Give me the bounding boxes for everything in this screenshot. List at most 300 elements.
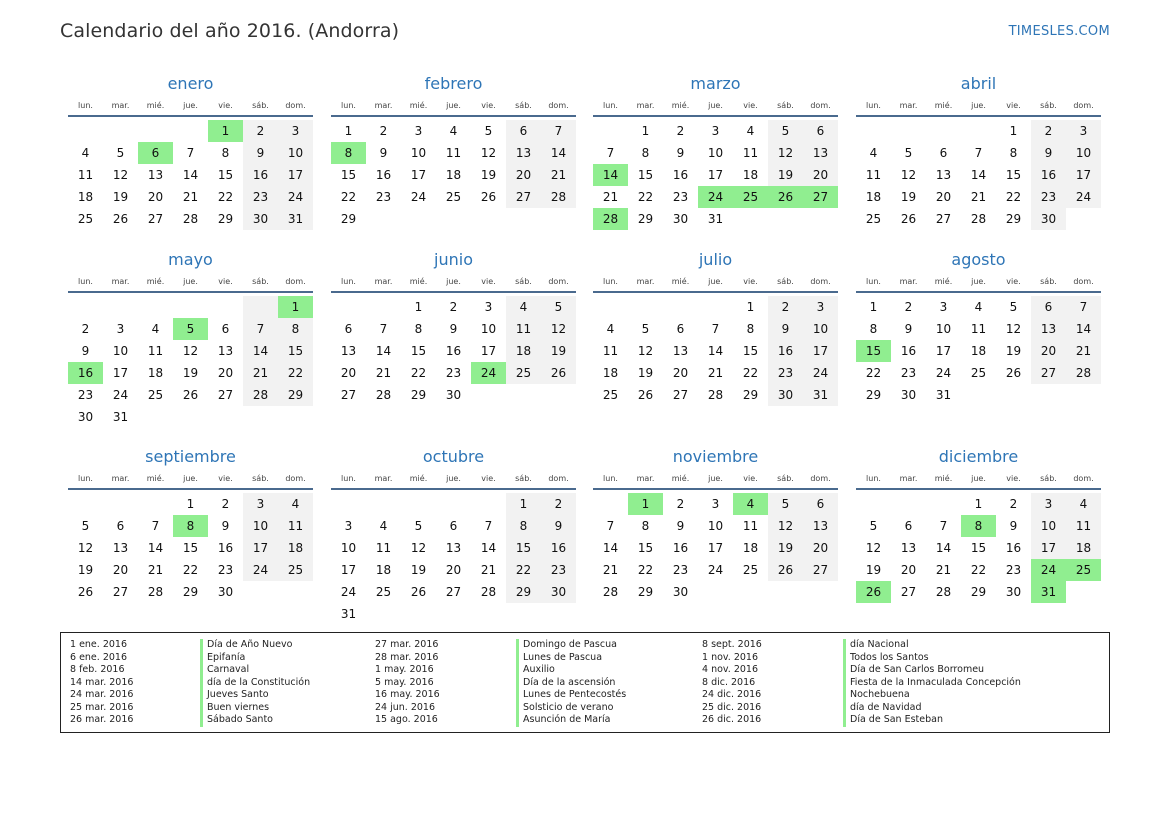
holiday-day-cell: 26 bbox=[768, 186, 803, 208]
legend-date-column bbox=[702, 639, 762, 727]
month-name: octubre bbox=[422, 447, 485, 466]
day-cell: 20 bbox=[803, 164, 838, 186]
week-row bbox=[593, 515, 838, 537]
day-cell: 1 bbox=[641, 124, 650, 138]
month-name: julio bbox=[698, 250, 733, 269]
holiday-day-cell: 4 bbox=[733, 493, 768, 515]
day-cell: 15 bbox=[182, 541, 199, 555]
day-cell: 17 bbox=[1066, 164, 1101, 186]
day-cell: 25 bbox=[375, 585, 392, 599]
weekday-label: dom. bbox=[810, 474, 831, 483]
holiday-date: 25 dic. 2016 bbox=[702, 701, 762, 713]
day-cell: 31 bbox=[803, 384, 838, 406]
day-cell: 31 bbox=[278, 208, 313, 230]
weekday-label: lun. bbox=[341, 474, 356, 483]
weekday-header bbox=[331, 99, 576, 117]
week-row bbox=[856, 208, 1101, 230]
day-cell: 25 bbox=[865, 212, 882, 226]
day-cell: 23 bbox=[900, 366, 917, 380]
empty-cell bbox=[1066, 384, 1101, 406]
day-cell: 19 bbox=[637, 366, 654, 380]
holiday-name: Nochebuena bbox=[850, 689, 910, 700]
weekday-label: mié. bbox=[409, 474, 428, 483]
week-row bbox=[331, 362, 576, 384]
holiday-day-cell: 26 bbox=[856, 581, 891, 603]
day-cell: 3 bbox=[711, 124, 720, 138]
month-name: mayo bbox=[168, 250, 213, 269]
weekday-label: jue. bbox=[971, 101, 986, 110]
day-cell: 12 bbox=[77, 541, 94, 555]
holiday-day-cell: 1 bbox=[208, 120, 243, 142]
weekday-label: dom. bbox=[1073, 101, 1094, 110]
day-cell: 10 bbox=[278, 142, 313, 164]
empty-cell bbox=[996, 384, 1031, 406]
day-cell: 30 bbox=[900, 388, 917, 402]
weekday-label: dom. bbox=[810, 277, 831, 286]
month-noviembre bbox=[593, 446, 838, 603]
weekday-label: vie. bbox=[1006, 101, 1021, 110]
day-cell: 18 bbox=[602, 366, 619, 380]
weekday-header bbox=[593, 472, 838, 490]
day-cell: 11 bbox=[742, 519, 759, 533]
weekday-label: jue. bbox=[971, 474, 986, 483]
day-cell: 30 bbox=[445, 388, 462, 402]
weekday-label: jue. bbox=[708, 277, 723, 286]
day-cell: 4 bbox=[974, 300, 983, 314]
day-cell: 13 bbox=[672, 344, 689, 358]
week-row bbox=[856, 559, 1101, 581]
day-cell: 20 bbox=[1031, 340, 1066, 362]
day-cell: 10 bbox=[410, 146, 427, 160]
week-row bbox=[856, 362, 1101, 384]
day-cell: 30 bbox=[1031, 208, 1066, 230]
empty-cell bbox=[103, 493, 138, 515]
empty-cell bbox=[436, 493, 471, 515]
empty-cell bbox=[366, 296, 401, 318]
day-cell: 2 bbox=[1009, 497, 1018, 511]
day-cell: 18 bbox=[77, 190, 94, 204]
day-cell: 18 bbox=[278, 537, 313, 559]
day-cell: 4 bbox=[869, 146, 878, 160]
empty-cell bbox=[68, 296, 103, 318]
day-cell: 5 bbox=[116, 146, 125, 160]
holiday-day-cell: 14 bbox=[593, 164, 628, 186]
day-cell: 5 bbox=[768, 120, 803, 142]
day-cell: 7 bbox=[711, 322, 720, 336]
empty-cell bbox=[961, 120, 996, 142]
day-cell: 23 bbox=[672, 190, 689, 204]
day-cell: 28 bbox=[1066, 362, 1101, 384]
day-cell: 2 bbox=[904, 300, 913, 314]
holiday-day-cell: 16 bbox=[68, 362, 103, 384]
day-cell: 19 bbox=[182, 366, 199, 380]
day-cell: 7 bbox=[606, 519, 615, 533]
day-cell: 10 bbox=[935, 322, 952, 336]
empty-cell bbox=[541, 384, 576, 406]
holiday-day-cell: 27 bbox=[803, 186, 838, 208]
day-cell: 9 bbox=[379, 146, 388, 160]
month-febrero bbox=[331, 73, 576, 230]
empty-cell bbox=[891, 493, 926, 515]
empty-cell bbox=[856, 493, 891, 515]
weekday-label: sáb. bbox=[515, 277, 532, 286]
day-cell: 30 bbox=[77, 410, 94, 424]
weekday-label: jue. bbox=[183, 474, 198, 483]
day-cell: 14 bbox=[602, 541, 619, 555]
day-cell: 20 bbox=[112, 563, 129, 577]
day-cell: 31 bbox=[707, 212, 724, 226]
weekday-header bbox=[331, 275, 576, 293]
week-row bbox=[331, 559, 576, 581]
day-cell: 26 bbox=[900, 212, 917, 226]
week-row bbox=[856, 318, 1101, 340]
day-cell: 21 bbox=[970, 190, 987, 204]
day-cell: 22 bbox=[182, 563, 199, 577]
day-cell: 9 bbox=[81, 344, 90, 358]
day-cell: 15 bbox=[278, 340, 313, 362]
empty-cell bbox=[768, 208, 803, 230]
day-cell: 1 bbox=[186, 497, 195, 511]
day-cell: 10 bbox=[340, 541, 357, 555]
holiday-date: 6 ene. 2016 bbox=[70, 651, 127, 663]
weekday-label: mar. bbox=[374, 277, 393, 286]
holiday-day-cell: 24 bbox=[1031, 559, 1066, 581]
day-cell: 4 bbox=[379, 519, 388, 533]
day-cell: 25 bbox=[506, 362, 541, 384]
day-cell: 13 bbox=[340, 344, 357, 358]
weekday-label: mié. bbox=[934, 277, 953, 286]
weekday-label: mar. bbox=[899, 101, 918, 110]
day-cell: 7 bbox=[186, 146, 195, 160]
day-cell: 3 bbox=[1031, 493, 1066, 515]
weekday-label: jue. bbox=[183, 101, 198, 110]
day-cell: 28 bbox=[375, 388, 392, 402]
day-cell: 14 bbox=[243, 340, 278, 362]
day-cell: 9 bbox=[904, 322, 913, 336]
day-cell: 12 bbox=[480, 146, 497, 160]
day-cell: 4 bbox=[506, 296, 541, 318]
weekday-label: mar. bbox=[111, 277, 130, 286]
weekday-label: mié. bbox=[146, 101, 165, 110]
day-cell: 6 bbox=[449, 519, 458, 533]
day-cell: 29 bbox=[742, 388, 759, 402]
weekday-label: vie. bbox=[1006, 277, 1021, 286]
weekday-label: mié. bbox=[671, 101, 690, 110]
week-row bbox=[856, 164, 1101, 186]
week-row bbox=[68, 340, 313, 362]
day-cell: 13 bbox=[217, 344, 234, 358]
day-cell: 18 bbox=[742, 541, 759, 555]
weekday-label: dom. bbox=[548, 101, 569, 110]
day-cell: 29 bbox=[637, 212, 654, 226]
weekday-label: lun. bbox=[78, 101, 93, 110]
day-cell: 25 bbox=[278, 559, 313, 581]
holiday-date: 15 ago. 2016 bbox=[375, 714, 438, 725]
day-cell: 7 bbox=[939, 519, 948, 533]
day-cell: 13 bbox=[935, 168, 952, 182]
day-cell: 26 bbox=[410, 585, 427, 599]
day-cell: 14 bbox=[147, 541, 164, 555]
month-julio bbox=[593, 249, 838, 406]
day-cell: 30 bbox=[217, 585, 234, 599]
week-row bbox=[856, 493, 1101, 515]
day-cell: 21 bbox=[935, 563, 952, 577]
day-cell: 25 bbox=[147, 388, 164, 402]
day-cell: 21 bbox=[182, 190, 199, 204]
month-abril bbox=[856, 73, 1101, 230]
day-cell: 24 bbox=[112, 388, 129, 402]
day-cell: 12 bbox=[1005, 322, 1022, 336]
month-name: junio bbox=[434, 250, 473, 269]
holiday-name: Domingo de Pascua bbox=[523, 639, 617, 650]
empty-cell bbox=[366, 493, 401, 515]
empty-cell bbox=[926, 120, 961, 142]
empty-cell bbox=[173, 120, 208, 142]
day-cell: 6 bbox=[803, 120, 838, 142]
day-cell: 21 bbox=[243, 362, 278, 384]
day-cell: 21 bbox=[602, 190, 619, 204]
day-cell: 5 bbox=[414, 519, 423, 533]
weekday-label: mar. bbox=[374, 474, 393, 483]
empty-cell bbox=[243, 406, 278, 428]
day-cell: 22 bbox=[637, 190, 654, 204]
weekday-label: dom. bbox=[285, 277, 306, 286]
day-cell: 14 bbox=[375, 344, 392, 358]
month-name: diciembre bbox=[938, 447, 1019, 466]
day-cell: 3 bbox=[939, 300, 948, 314]
day-cell: 23 bbox=[375, 190, 392, 204]
day-cell: 3 bbox=[803, 296, 838, 318]
day-cell: 23 bbox=[77, 388, 94, 402]
day-cell: 4 bbox=[278, 493, 313, 515]
day-cell: 6 bbox=[506, 120, 541, 142]
day-cell: 11 bbox=[445, 146, 462, 160]
week-row bbox=[331, 186, 576, 208]
day-cell: 29 bbox=[637, 585, 654, 599]
day-cell: 15 bbox=[217, 168, 234, 182]
holiday-day-cell: 24 bbox=[698, 186, 733, 208]
day-cell: 13 bbox=[445, 541, 462, 555]
day-cell: 6 bbox=[116, 519, 125, 533]
day-cell: 12 bbox=[182, 344, 199, 358]
week-row bbox=[68, 515, 313, 537]
day-cell: 29 bbox=[217, 212, 234, 226]
day-cell: 19 bbox=[77, 563, 94, 577]
day-cell: 17 bbox=[707, 541, 724, 555]
brand-link[interactable]: TIMESLES.COM bbox=[1008, 24, 1110, 39]
empty-cell bbox=[103, 296, 138, 318]
day-cell: 24 bbox=[803, 362, 838, 384]
day-cell: 2 bbox=[449, 300, 458, 314]
day-cell: 12 bbox=[900, 168, 917, 182]
holiday-day-cell: 8 bbox=[961, 515, 996, 537]
month-name: abril bbox=[960, 74, 997, 93]
day-cell: 26 bbox=[77, 585, 94, 599]
week-row bbox=[68, 164, 313, 186]
day-cell: 8 bbox=[746, 322, 755, 336]
day-cell: 16 bbox=[375, 168, 392, 182]
day-cell: 10 bbox=[707, 519, 724, 533]
holiday-name: Sábado Santo bbox=[207, 714, 273, 725]
empty-cell bbox=[541, 208, 576, 230]
day-cell: 8 bbox=[414, 322, 423, 336]
day-cell: 18 bbox=[375, 563, 392, 577]
week-row bbox=[856, 120, 1101, 142]
empty-cell bbox=[208, 406, 243, 428]
day-cell: 9 bbox=[1009, 519, 1018, 533]
holiday-name: día Nacional bbox=[850, 639, 909, 650]
week-row bbox=[68, 493, 313, 515]
weekday-label: dom. bbox=[285, 101, 306, 110]
day-cell: 5 bbox=[484, 124, 493, 138]
day-cell: 5 bbox=[869, 519, 878, 533]
weekday-label: mar. bbox=[636, 474, 655, 483]
holiday-day-cell: 24 bbox=[471, 362, 506, 384]
holiday-day-cell: 28 bbox=[593, 208, 628, 230]
day-cell: 8 bbox=[869, 322, 878, 336]
day-cell: 4 bbox=[81, 146, 90, 160]
day-cell: 17 bbox=[410, 168, 427, 182]
weekday-label: vie. bbox=[218, 474, 233, 483]
week-row bbox=[68, 318, 313, 340]
day-cell: 20 bbox=[935, 190, 952, 204]
empty-cell bbox=[401, 208, 436, 230]
week-row bbox=[331, 208, 576, 230]
day-cell: 11 bbox=[1066, 515, 1101, 537]
weekday-header bbox=[593, 99, 838, 117]
empty-cell bbox=[471, 493, 506, 515]
weekday-header bbox=[593, 275, 838, 293]
weekday-label: lun. bbox=[603, 277, 618, 286]
day-cell: 4 bbox=[449, 124, 458, 138]
day-cell: 8 bbox=[641, 519, 650, 533]
day-cell: 13 bbox=[147, 168, 164, 182]
day-cell: 13 bbox=[900, 541, 917, 555]
day-cell: 2 bbox=[676, 497, 685, 511]
empty-cell bbox=[961, 384, 996, 406]
day-cell: 16 bbox=[900, 344, 917, 358]
holiday-date: 26 dic. 2016 bbox=[702, 714, 762, 725]
weekday-label: vie. bbox=[481, 277, 496, 286]
week-row bbox=[68, 186, 313, 208]
day-cell: 9 bbox=[676, 519, 685, 533]
holiday-name: Buen viernes bbox=[207, 701, 270, 713]
empty-cell bbox=[278, 581, 313, 603]
day-cell: 27 bbox=[672, 388, 689, 402]
empty-cell bbox=[401, 603, 436, 625]
day-cell: 3 bbox=[1066, 120, 1101, 142]
day-cell: 10 bbox=[1066, 142, 1101, 164]
day-cell: 16 bbox=[541, 537, 576, 559]
day-cell: 5 bbox=[768, 493, 803, 515]
empty-cell bbox=[506, 603, 541, 625]
day-cell: 29 bbox=[506, 581, 541, 603]
day-cell: 16 bbox=[768, 340, 803, 362]
day-cell: 1 bbox=[414, 300, 423, 314]
day-cell: 3 bbox=[116, 322, 125, 336]
empty-cell bbox=[366, 603, 401, 625]
day-cell: 16 bbox=[243, 164, 278, 186]
day-cell: 30 bbox=[243, 208, 278, 230]
weekday-label: mié. bbox=[409, 277, 428, 286]
week-row bbox=[331, 164, 576, 186]
day-cell: 16 bbox=[445, 344, 462, 358]
day-cell: 22 bbox=[410, 366, 427, 380]
day-cell: 17 bbox=[1031, 537, 1066, 559]
day-cell: 2 bbox=[81, 322, 90, 336]
day-cell: 8 bbox=[1009, 146, 1018, 160]
day-cell: 5 bbox=[1009, 300, 1018, 314]
day-cell: 12 bbox=[410, 541, 427, 555]
day-cell: 26 bbox=[1005, 366, 1022, 380]
weekday-header bbox=[856, 472, 1101, 490]
weekday-header bbox=[68, 99, 313, 117]
day-cell: 16 bbox=[1031, 164, 1066, 186]
empty-cell bbox=[856, 120, 891, 142]
day-cell: 26 bbox=[112, 212, 129, 226]
day-cell: 15 bbox=[742, 344, 759, 358]
empty-cell bbox=[173, 296, 208, 318]
holiday-date: 1 may. 2016 bbox=[375, 664, 434, 675]
day-cell: 5 bbox=[81, 519, 90, 533]
day-cell: 2 bbox=[541, 493, 576, 515]
holiday-date: 1 ene. 2016 bbox=[70, 639, 127, 650]
week-row bbox=[593, 537, 838, 559]
holiday-day-cell: 5 bbox=[173, 318, 208, 340]
holiday-name: Epifanía bbox=[207, 651, 246, 663]
day-cell: 16 bbox=[1005, 541, 1022, 555]
holiday-name: Todos los Santos bbox=[850, 651, 929, 663]
day-cell: 24 bbox=[243, 559, 278, 581]
legend-name-column bbox=[843, 639, 1021, 727]
holiday-legend bbox=[60, 632, 1110, 733]
empty-cell bbox=[138, 120, 173, 142]
day-cell: 3 bbox=[414, 124, 423, 138]
weekday-label: mié. bbox=[934, 474, 953, 483]
empty-cell bbox=[471, 384, 506, 406]
week-row bbox=[331, 493, 576, 515]
day-cell: 12 bbox=[865, 541, 882, 555]
day-cell: 16 bbox=[217, 541, 234, 555]
day-cell: 6 bbox=[939, 146, 948, 160]
month-septiembre bbox=[68, 446, 313, 603]
day-cell: 12 bbox=[637, 344, 654, 358]
day-cell: 27 bbox=[935, 212, 952, 226]
day-cell: 26 bbox=[541, 362, 576, 384]
empty-cell bbox=[68, 120, 103, 142]
day-cell: 24 bbox=[278, 186, 313, 208]
weekday-label: dom. bbox=[548, 277, 569, 286]
day-cell: 24 bbox=[340, 585, 357, 599]
day-cell: 24 bbox=[707, 563, 724, 577]
day-cell: 9 bbox=[1031, 142, 1066, 164]
empty-cell bbox=[593, 296, 628, 318]
day-cell: 14 bbox=[480, 541, 497, 555]
day-cell: 12 bbox=[112, 168, 129, 182]
empty-cell bbox=[926, 493, 961, 515]
weekday-label: mié. bbox=[671, 277, 690, 286]
month-name: septiembre bbox=[145, 447, 236, 466]
day-cell: 6 bbox=[803, 493, 838, 515]
empty-cell bbox=[471, 208, 506, 230]
day-cell: 7 bbox=[541, 120, 576, 142]
day-cell: 19 bbox=[1005, 344, 1022, 358]
holiday-day-cell: 1 bbox=[278, 296, 313, 318]
weekday-label: lun. bbox=[866, 101, 881, 110]
day-cell: 13 bbox=[112, 541, 129, 555]
month-junio bbox=[331, 249, 576, 406]
week-row bbox=[593, 493, 838, 515]
